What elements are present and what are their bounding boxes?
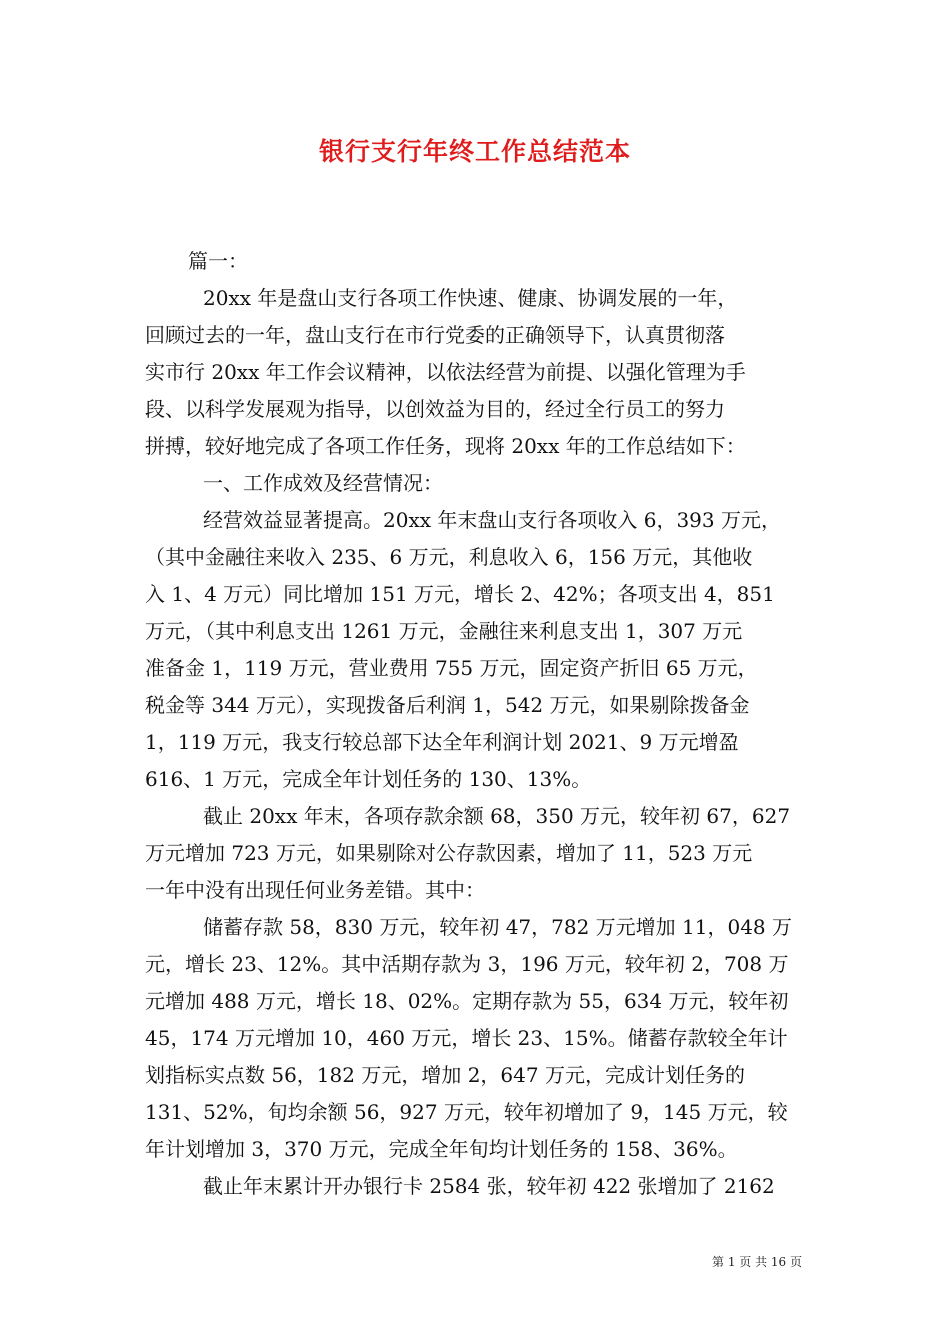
- paragraph-line: 万元增加 723 万元，如果剔除对公存款因素，增加了 11，523 万元: [145, 841, 753, 865]
- paragraph-line: （其中金融往来收入 235、6 万元，利息收入 6，156 万元，其他收: [145, 545, 753, 569]
- document-body: [145, 243, 815, 1205]
- paragraph-line: 131、52%，旬均余额 56，927 万元，较年初增加了 9，145 万元，较: [145, 1100, 788, 1124]
- paragraph-line: 截止年末累计开办银行卡 2584 张，较年初 422 张增加了 2162: [203, 1174, 775, 1198]
- paragraph-line: 年计划增加 3，370 万元，完成全年旬均计划任务的 158、36%。: [145, 1137, 738, 1161]
- paragraph-line: 税金等 344 万元），实现拨备后利润 1，542 万元，如果剔除拨备金: [145, 693, 750, 717]
- page-number: 第 1 页 共 16 页: [712, 1255, 802, 1269]
- paragraph-line: 实市行 20xx 年工作会议精神，以依法经营为前提、以强化管理为手: [145, 360, 746, 384]
- paragraph-line: 储蓄存款 58，830 万元，较年初 47，782 万元增加 11，048 万: [203, 915, 793, 939]
- document-title: 银行支行年终工作总结范本: [318, 137, 631, 166]
- paragraph-line: 万元，（其中利息支出 1261 万元，金融往来利息支出 1，307 万元: [145, 619, 743, 643]
- paragraph-line: 元增加 488 万元，增长 18、02%。定期存款为 55，634 万元，较年初: [145, 989, 789, 1013]
- paragraph-line: 元，增长 23、12%。其中活期存款为 3，196 万元，较年初 2，708 万: [145, 952, 789, 976]
- paragraph-line: 准备金 1，119 万元，营业费用 755 万元，固定资产折旧 65 万元，: [145, 656, 758, 680]
- paragraph-line: 45，174 万元增加 10，460 万元，增长 23、15%。储蓄存款较全年计: [145, 1026, 788, 1050]
- section-heading: 一、工作成效及经营情况：: [203, 471, 443, 495]
- paragraph-line: 段、以科学发展观为指导，以创效益为目的，经过全行员工的努力: [145, 397, 725, 421]
- paragraph-line: 一年中没有出现任何业务差错。其中：: [145, 878, 485, 902]
- paragraph-line: 拼搏，较好地完成了各项工作任务，现将 20xx 年的工作总结如下：: [145, 434, 746, 458]
- paragraph-line: 20xx 年是盘山支行各项工作快速、健康、协调发展的一年，: [203, 286, 738, 310]
- paragraph-line: 经营效益显著提高。20xx 年末盘山支行各项收入 6，393 万元，: [203, 508, 781, 532]
- paragraph-line: 截止 20xx 年末，各项存款余额 68，350 万元，较年初 67，627: [203, 804, 791, 828]
- paragraph-line: 1，119 万元，我支行较总部下达全年利润计划 2021、9 万元增盈: [145, 730, 739, 754]
- paragraph-line: 划指标实点数 56，182 万元，增加 2，647 万元，完成计划任务的: [145, 1063, 745, 1087]
- paragraph-line: 616、1 万元，完成全年计划任务的 130、13%。: [145, 767, 592, 791]
- paragraph-line: 篇一：: [188, 249, 248, 273]
- paragraph-line: 回顾过去的一年，盘山支行在市行党委的正确领导下，认真贯彻落: [145, 323, 725, 347]
- paragraph-line: 入 1、4 万元）同比增加 151 万元，增长 2、42%；各项支出 4，851: [145, 582, 775, 606]
